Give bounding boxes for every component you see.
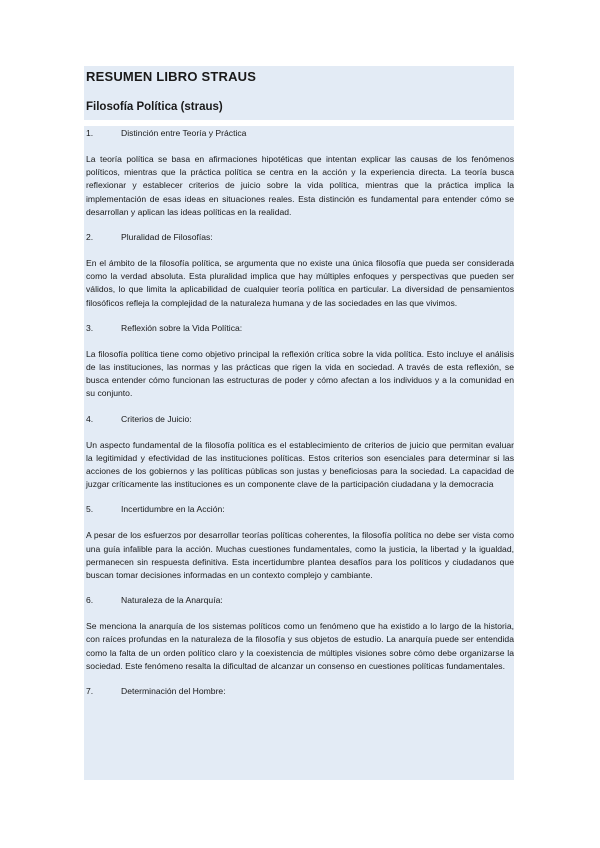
section-heading [86,413,514,426]
document-title: RESUMEN LIBRO STRAUS [86,69,257,84]
section-paragraph: Se menciona la anarquía de los sistemas políticos como un fenómeno que ha existido a lo largo de la historia, con raíces profundas en la naturaleza de la filosofía y sus objetos de estudio. La anarquía puede ser entendida como la falta de un orden político claro y la coexistencia de múltiples visiones sobre cómo debe organizarse la sociedad. Este fenómeno resalta la dificultad de alcanzar un consenso en cuestiones políticas fundamentales. [86,621,514,671]
section-heading-text: Naturaleza de la Anarquía: [121,595,223,606]
section-paragraph: La filosofía política tiene como objetivo principal la reflexión crítica sobre la vida política. Esto incluye el análisis de las instituciones, las normas y las prácticas que rigen la vida en sociedad. A través de esta reflexión, se busca entender cómo funcionan las estructuras de poder y cómo afectan a los individuos y a la comunidad en su conjunto. [86,348,514,399]
section-paragraph: Un aspecto fundamental de la filosofía política es el establecimiento de criterios de juicio que permitan evaluar la legitimidad y efectividad de las instituciones políticas. Estos criterios son esenciales para determinar si las acciones de los gobiernos y las políticas públicas son justas y beneficiosas para la sociedad. La capacidad de juzgar críticamente las instituciones es un componente clave de la participación ciudadana y la democracia [86,439,514,490]
document-body [86,127,514,698]
section-heading [86,231,514,244]
section-heading-text: Reflexión sobre la Vida Política: [121,322,243,333]
section-heading [86,594,514,607]
section-heading [86,503,514,516]
section-number: 7. [86,686,94,697]
section-heading [86,685,514,698]
section-number: 3. [86,322,94,333]
section-number: 1. [86,128,94,138]
section-heading-text: Incertidumbre en la Acción: [121,504,225,515]
section-heading-text: Distinción entre Teoría y Práctica [121,128,247,138]
section-number: 4. [86,413,94,424]
section-heading-text: Determinación del Hombre: [121,686,226,697]
section-heading [86,322,514,335]
section-paragraph: A pesar de los esfuerzos por desarrollar teorías políticas coherentes, la filosofía política no debe ser vista como una guía infalible para la acción. Muchas cuestiones fundamentales, como la justicia, la libertad y la igualdad, permanecen sin respuesta definitiva. Esta incertidumbre plantea desafíos para los políticos y ciudadanos que buscan tomar decisiones informadas en un contexto complejo y cambiante. [86,530,514,581]
section-heading [86,127,514,140]
section-heading-text: Pluralidad de Filosofías: [121,232,213,243]
section-paragraph: La teoría política se basa en afirmaciones hipotéticas que intentan explicar las causas de los fenómenos políticos, mientras que la práctica política se centra en la acción y la experiencia directa. La teoría busca reflexionar y establecer criterios de juicio sobre la vida política, mientras que la práctica implica la implementación de esas ideas en situaciones reales. Esta distinción es fundamental para entender cómo se desarrollan y aplican las ideas políticas en la realidad. [86,154,514,217]
section-number: 6. [86,595,94,606]
document-subtitle: Filosofía Política (straus) [86,101,223,113]
section-paragraph: En el ámbito de la filosofía política, se argumenta que no existe una única filosofía que pueda ser considerada como la verdad absoluta. Esta pluralidad implica que hay múltiples enfoques y perspectivas que pueden ser válidos, lo que limita la aplicabilidad de cualquier teoría política en particular. La diversidad de pensamientos filosóficos refleja la complejidad de la naturaleza humana y de las sociedades en las que vivimos. [86,258,514,308]
section-heading-text: Criterios de Juicio: [121,413,192,424]
section-number: 2. [86,232,94,243]
section-number: 5. [86,504,94,515]
